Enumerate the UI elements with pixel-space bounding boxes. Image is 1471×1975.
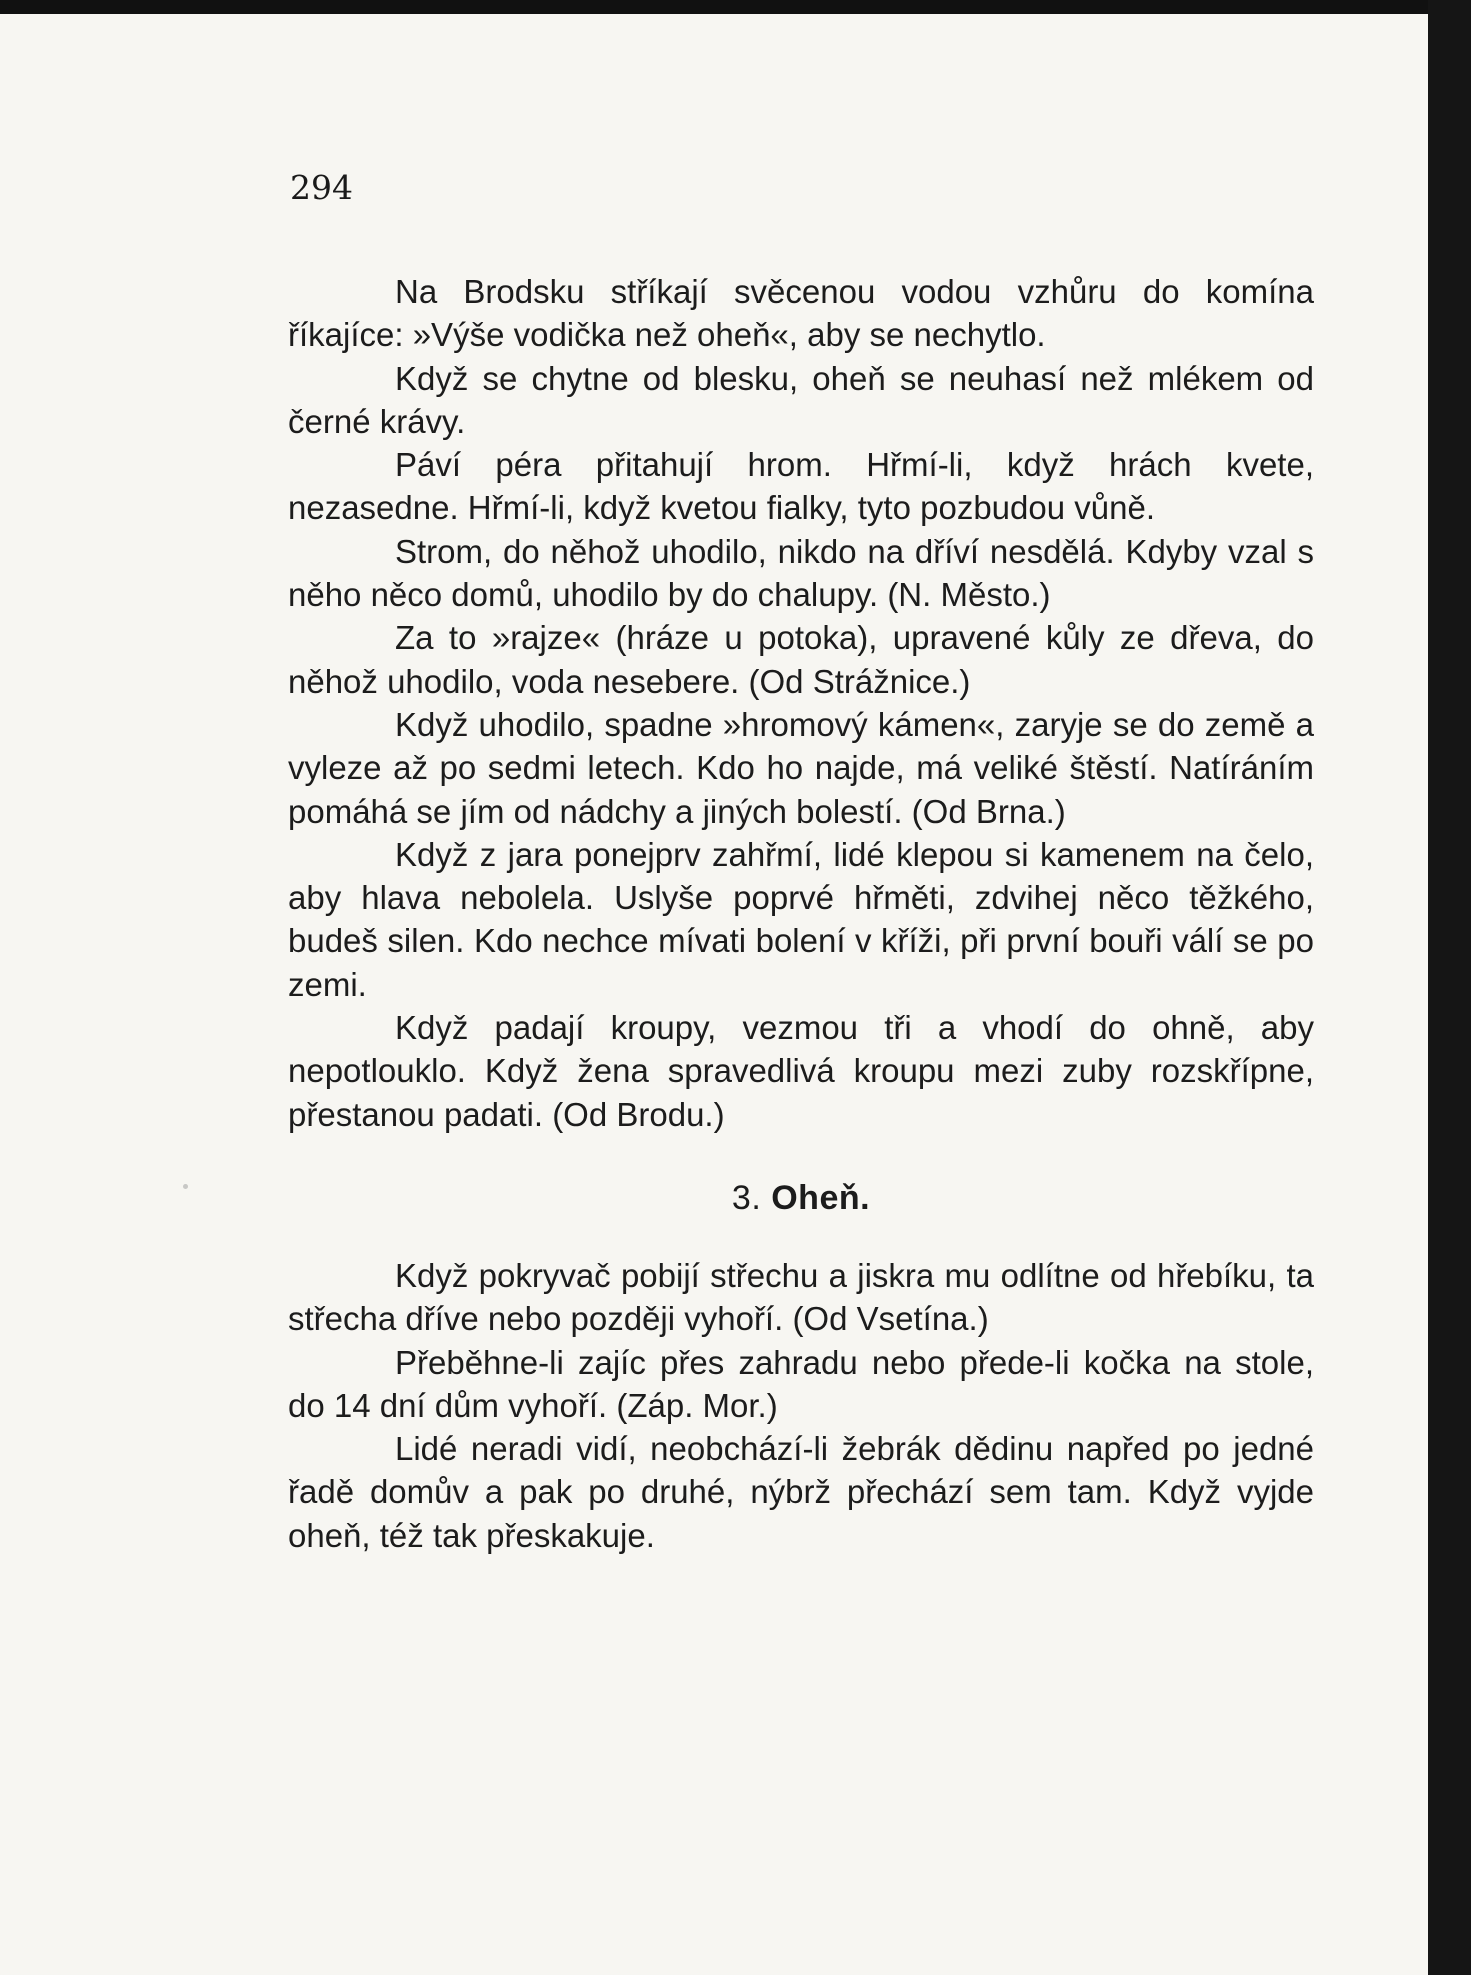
- paragraph: Když padají kroupy, vezmou tři a vhodí do ohně, aby nepotlouklo. Když žena spravedlivá kroupu mezi zuby rozskřípne, přestanou padati. (Od Brodu.): [288, 1009, 1314, 1133]
- body-text: [288, 270, 1314, 1557]
- paragraph: Když uhodilo, spadne »hromový kámen«, zaryje se do země a vyleze až po sedmi letech. Kdo ho najde, má veliké štěstí. Natíráním pomáhá se jím od nádchy a jiných bolestí. (Od Brna.): [288, 705, 1314, 830]
- page-number: 294: [290, 168, 353, 207]
- paragraph: Páví péra přitahují hrom. Hřmí-li, když hrách kvete, nezasedne. Hřmí-li, když kvetou fialky, tyto pozbudou vůně.: [288, 446, 1314, 527]
- paragraph: Když z jara ponejprv zahřmí, lidé klepou si kamenem na čelo, aby hlava nebolela. Uslyše poprvé hřměti, zdvihej něco těžkého, budeš silen. Kdo nechce mívati bolení v kříži, při první bouři válí se po zemi.: [288, 835, 1314, 1003]
- paragraph: Strom, do něhož uhodilo, nikdo na dříví nesdělá. Kdyby vzal s něho něco domů, uhodilo by do chalupy. (N. Město.): [288, 532, 1314, 614]
- scan-top-edge: [0, 0, 1471, 14]
- paragraph: Když pokryvač pobijí střechu a jiskra mu odlítne od hřebíku, ta střecha dříve nebo později vyhoří. (Od Vsetína.): [288, 1256, 1314, 1338]
- section-number: 3.: [731, 1178, 762, 1217]
- paragraph: Když se chytne od blesku, oheň se neuhasí než mlékem od černé krávy.: [288, 359, 1314, 440]
- scan-right-edge: [1428, 0, 1471, 1975]
- paragraph: Přeběhne-li zajíc přes zahradu nebo přede-li kočka na stole, do 14 dní dům vyhoří. (Záp. Mor.): [288, 1343, 1314, 1424]
- section-heading: [288, 1176, 1314, 1220]
- scan-speck: [183, 1184, 188, 1189]
- paragraph: Za to »rajze« (hráze u potoka), upravené kůly ze dřeva, do něhož uhodilo, voda nesebere. (Od Strážnice.): [288, 619, 1314, 700]
- paragraph: Na Brodsku stříkají svěcenou vodou vzhůru do komína říkajíce: »Výše vodička než oheň«, aby se nechytlo.: [288, 273, 1314, 354]
- paragraph: Lidé neradi vidí, neobchází-li žebrák dědinu napřed po jedné řadě domův a pak po druhé, nýbrž přechází sem tam. Když vyjde oheň, též tak přeskakuje.: [288, 1430, 1314, 1554]
- section-title: Oheň.: [771, 1178, 871, 1217]
